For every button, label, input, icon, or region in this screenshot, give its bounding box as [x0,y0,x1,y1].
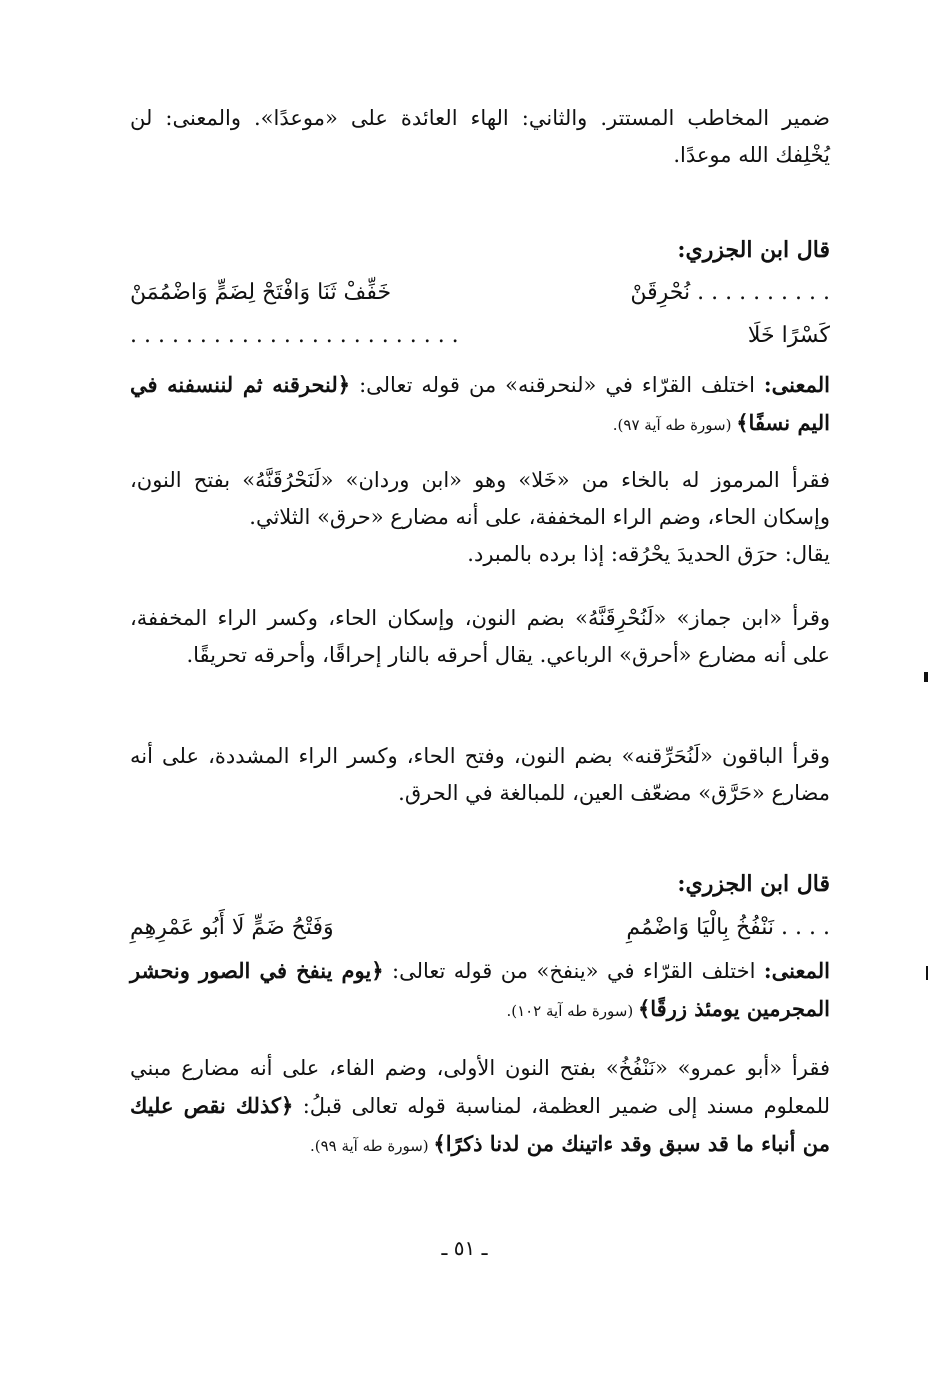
section2-heading: قال ابن الجزري: [677,871,830,897]
section1-paragraph-3 [130,738,830,812]
verse1-hemistich-right: . . . . . . . . . . نُحْرِقَنْ [630,280,830,305]
intro-paragraph [130,100,830,174]
meaning-label: المعنى: [763,372,831,397]
verse-reference: (سورة طه آية ٩٩). [309,1137,434,1155]
scan-mark [924,672,928,682]
verse-hemistich-left: وَفَتْحُ ضَمٍّ لَا أَبُو عَمْرِهِمِ [130,915,334,940]
page-number: ـ ٥١ ـ [441,1236,488,1260]
quran-verse: ﴿يوم ينفخ في الصور ونحشر المجرمين يومئذ زرقًا﴾ [130,958,830,1021]
section1-meaning [130,366,830,444]
paragraph-text: وقرأ الباقون «لَنُحَرِّقنه» بضم النون، وفتح الحاء، وكسر الراء المشددة، على أنه مضارع «حَرَّق» مضعّف العين، للمبالغة في الحرق. [130,744,830,805]
section1-heading-block [130,232,830,268]
section1-paragraph-1 [130,462,830,573]
verse-reference: (سورة طه آية ١٠٢). [506,1002,638,1020]
paragraph-text: فقرأ المرموز له بالخاء من «خَلا» وهو «ابن وردان» «لَنَحْرُقَنَّهُ» بفتح النون، وإسكان الحاء، وضم الراء المخففة، على أنه مضارع «حرق» الثلاثي. [130,468,830,529]
section2-paragraph-1 [130,1050,830,1165]
meaning-text: اختلف القرّاء في «لنحرقنه» من قوله تعالى: [350,373,764,397]
intro-text: ضمير المخاطب المستتر. والثاني: الهاء العائدة على «موعدًا». والمعنى: لن يُخْلِفك الله موعدًا. [130,106,830,167]
section1-paragraph-2 [130,600,830,674]
quran-verse: ﴿لنحرقنه ثم لننسفنه في اليم نسفًا﴾ [130,372,830,435]
quran-verse: ﴿كذلك نقص عليك من أنباء ما قد سبق وقد ءاتينك من لدنا ذكرًا﴾ [130,1093,830,1156]
verse2-hemistich-right: كَسْرًا خَلَا [747,323,830,348]
paragraph-text: وقرأ «ابن جماز» «لَنُحْرِقَنَّهُ» بضم النون، وإسكان الحاء، وكسر الراء المخففة، على أنه مضارع «أحرق» الرباعي. يقال أحرقه بالنار إحراقًا، وأحرقه تحريقًا. [130,606,830,667]
paragraph-text: فقرأ «أبو عمرو» «نَنْفُخُ» بفتح النون الأولى، وضم الفاء، على أنه مضارع مبني للمعلوم مسند إلى ضمير العظمة، لمناسبة قوله تعالى قبلُ: [130,1056,830,1118]
verse2-hemistich-left: . . . . . . . . . . . . . . . . . . . . . . . . [130,323,459,348]
paragraph-text: يقال: حرَق الحديدَ يحْرُقه: إذا برده بالمبرد. [467,542,830,566]
meaning-text: اختلف القرّاء في «ينفخ» من قوله تعالى: [383,959,764,983]
verse-reference: (سورة طه آية ٩٧). [612,416,737,434]
scan-mark [926,966,928,980]
section1-heading: قال ابن الجزري: [677,237,830,263]
verse1-hemistich-left: خَفِّفْ ثَنَا وَافْتَحْ لِضَمٍّ وَاضْمُمَنْ [130,280,392,305]
section2-heading-block [130,866,830,902]
verse-hemistich-right: . . . . نَنْفُخُ بِالْيَا وَاضْمُمِ [626,915,830,940]
section2-meaning [130,952,830,1030]
meaning-label: المعنى: [763,958,830,983]
